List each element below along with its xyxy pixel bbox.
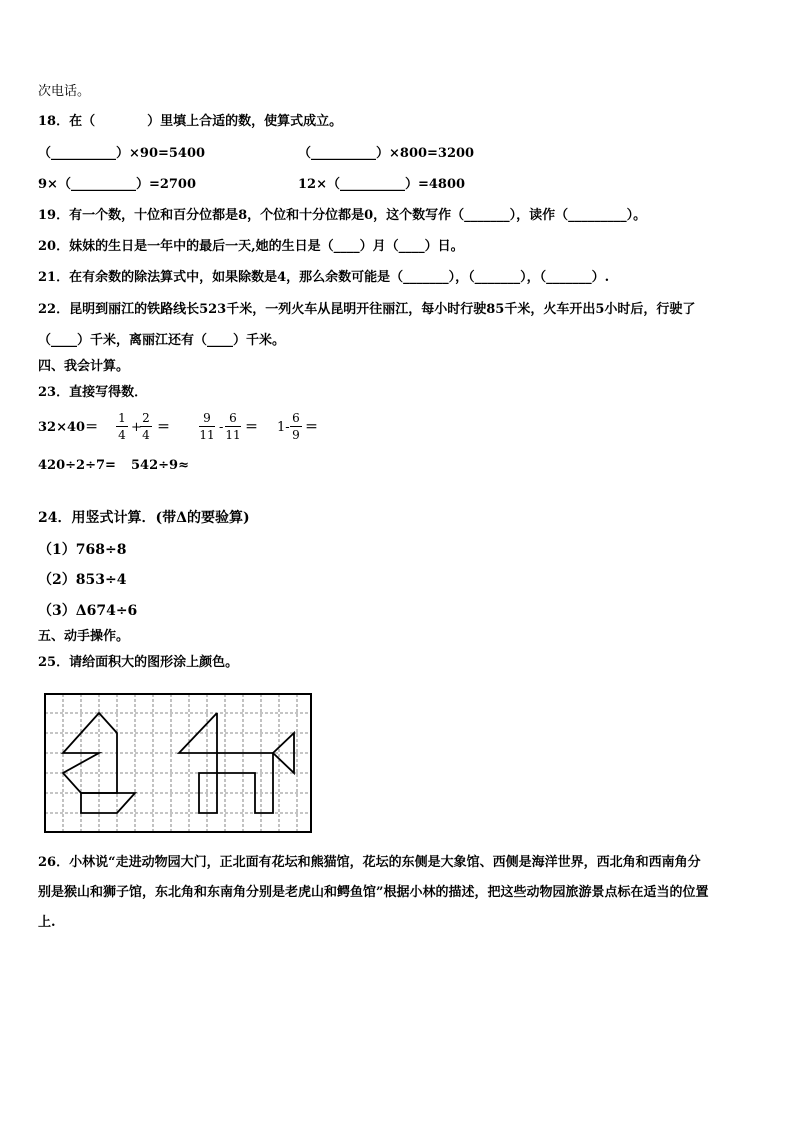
fraction-numerator: 2 — [142, 411, 150, 425]
fraction-2-4 — [140, 411, 152, 442]
fraction-numerator: 6 — [292, 411, 300, 425]
right-shape-body — [199, 733, 294, 813]
prev-line: 次电话。 — [38, 84, 91, 99]
fraction-denominator: 4 — [142, 428, 150, 442]
fraction-numerator: 6 — [229, 411, 237, 425]
q24-item-3: （3）Δ674÷6 — [38, 603, 138, 619]
q22-text-line1: 22．昆明到丽江的铁路线长523千米，一列火车从昆明开往丽江，每小时行驶85千米，火车开出5小时后，行驶了 — [38, 302, 696, 317]
fraction-denominator: 9 — [292, 428, 300, 442]
q19-text: 19．有一个数，十位和百分位都是8，个位和十分位都是0，这个数写作（_______），读作（_________）。 — [38, 208, 647, 223]
equals-sign: ＝ — [157, 420, 171, 435]
grid-border — [45, 694, 311, 832]
q20-text: 20．妹妹的生日是一年中的最后一天,她的生日是（____）月（____）日。 — [38, 239, 464, 254]
q21-text: 21．在有余数的除法算式中，如果除数是4，那么余数可能是（_______），（_______），（_______）. — [38, 270, 610, 285]
q18-eq-d: 12×（__________）=4800 — [298, 177, 466, 192]
one-minus: 1- — [277, 420, 290, 435]
fraction-1-4 — [116, 411, 128, 442]
left-shape-lower — [81, 793, 135, 813]
q24-text: 24．用竖式计算．(带Δ的要验算) — [38, 510, 250, 526]
q23-item-6: 542÷9≈ — [131, 458, 189, 473]
q18-eq-c: 9×（__________）=2700 — [38, 177, 197, 192]
equals-sign: ＝ — [245, 420, 259, 435]
fraction-9-11 — [199, 411, 215, 442]
q26-text-line1: 26．小林说“走进动物园大门，正北面有花坛和熊猫馆，花坛的东侧是大象馆、西侧是海洋世界，西北角和西南角分 — [38, 855, 701, 870]
q24-item-2: （2）853÷4 — [38, 572, 127, 588]
q26-text-line2: 别是猴山和狮子馆，东北角和东南角分别是老虎山和鳄鱼馆”根据小林的描述，把这些动物园旅游景点标在适当的位置 — [38, 885, 709, 900]
q18-eq-b: （__________）×800=3200 — [298, 146, 475, 161]
q22-text-line2: （____）千米，离丽江还有（____）千米。 — [38, 333, 286, 348]
fraction-6-9 — [290, 411, 302, 442]
fraction-numerator: 1 — [118, 411, 126, 425]
fraction-denominator: 4 — [118, 428, 126, 442]
fraction-denominator: 11 — [199, 428, 215, 442]
fraction-denominator: 11 — [225, 428, 241, 442]
section-4-heading: 四、我会计算。 — [38, 359, 130, 374]
q25-text: 25．请给面积大的图形涂上颜色。 — [38, 655, 239, 670]
q23-text: 23．直接写得数． — [38, 385, 148, 400]
q18-eq-a: （__________）×90=5400 — [38, 146, 206, 161]
fraction-6-11 — [225, 411, 241, 442]
left-shape-upper — [63, 713, 117, 793]
equals-sign: ＝ — [305, 420, 319, 435]
section-5-heading: 五、动手操作。 — [38, 629, 130, 644]
q24-item-1: （1）768÷8 — [38, 542, 127, 558]
minus-sign: - — [219, 420, 224, 435]
grid-figure — [44, 693, 314, 835]
fraction-numerator: 9 — [203, 411, 211, 425]
q18-text: 18．在（ ）里填上合适的数，使算式成立。 — [38, 114, 343, 129]
q26-text-line3: 上. — [38, 915, 56, 930]
grid-lines — [45, 694, 311, 832]
q23-item-1: 32×40＝ — [38, 420, 99, 435]
plus-sign: + — [131, 420, 142, 435]
q23-item-5: 420÷2÷7= — [38, 458, 116, 473]
